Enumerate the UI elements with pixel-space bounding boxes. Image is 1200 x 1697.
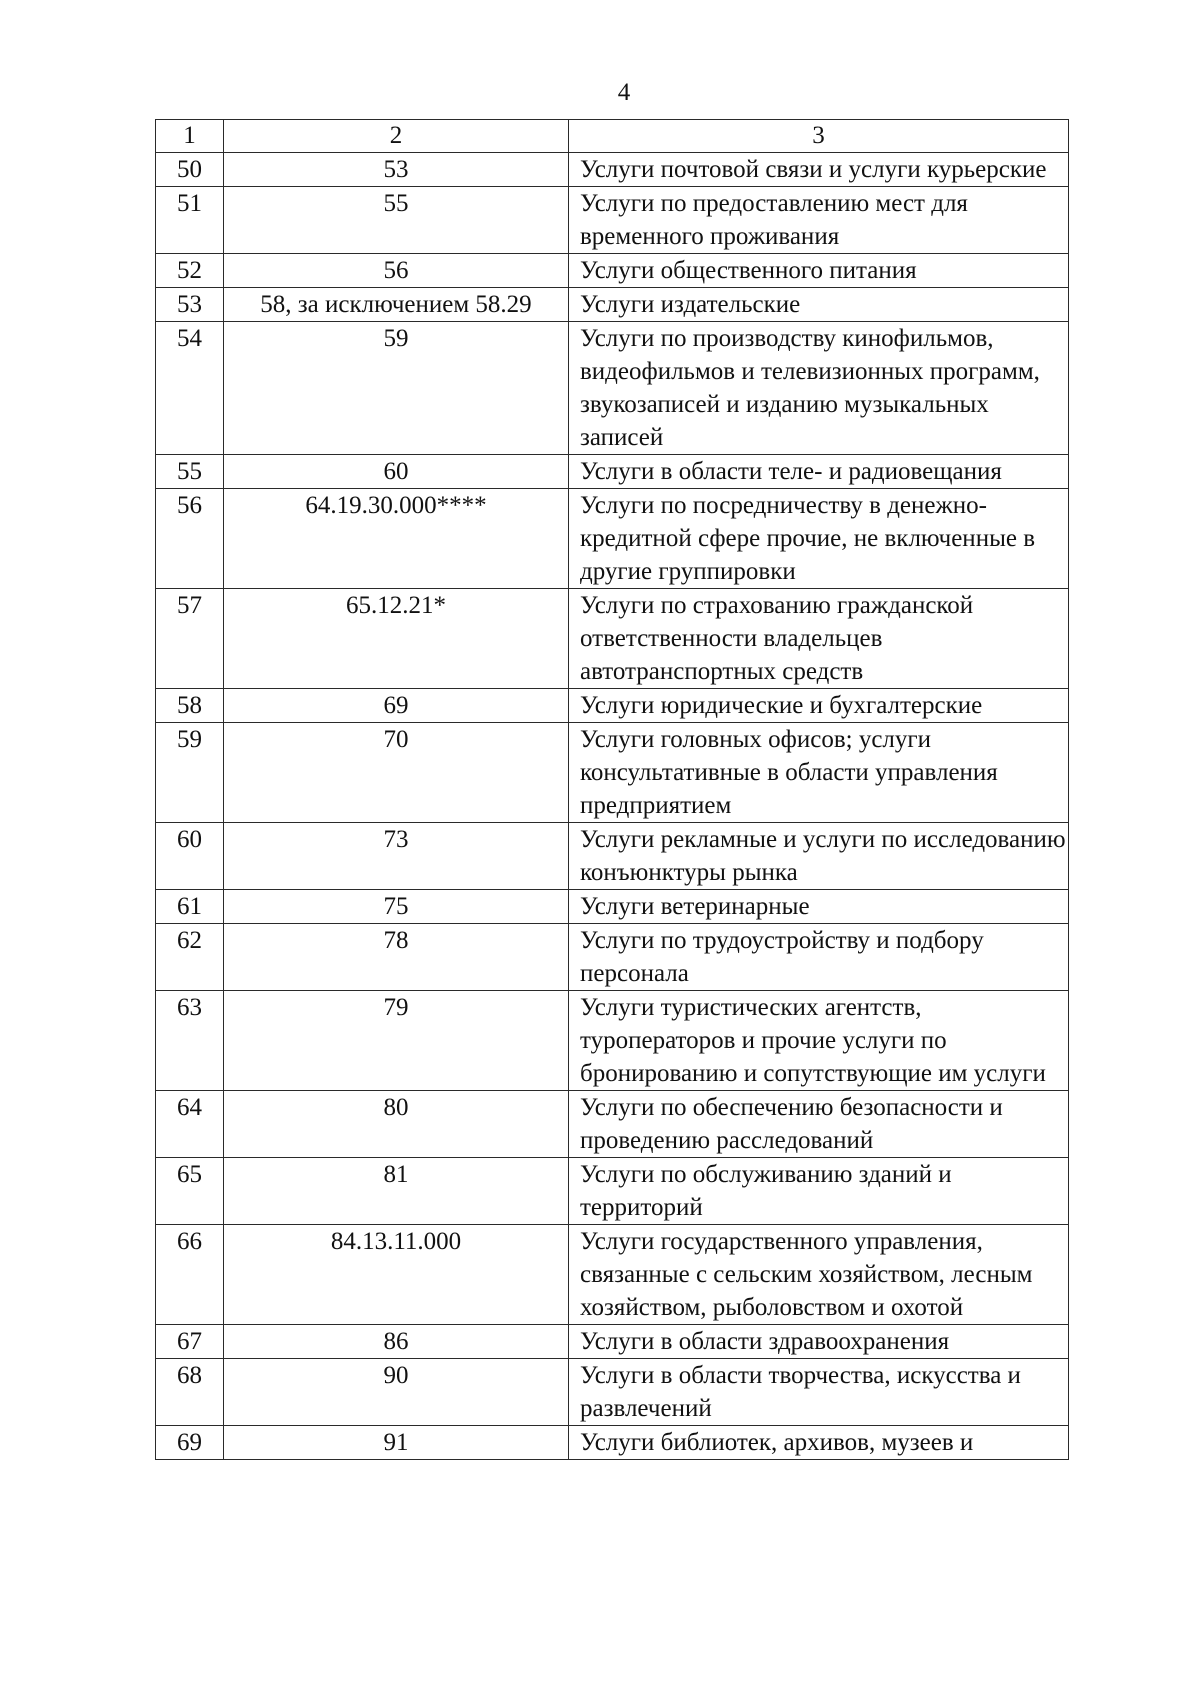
okpd-code-cell: 56 bbox=[224, 254, 569, 288]
row-number-cell: 60 bbox=[156, 823, 224, 890]
row-number-cell: 69 bbox=[156, 1426, 224, 1460]
okpd-code-cell: 58, за исключением 58.29 bbox=[224, 288, 569, 322]
okpd-code-cell: 78 bbox=[224, 924, 569, 991]
service-description-cell: Услуги по обеспечению безопасности и проведению расследований bbox=[569, 1091, 1069, 1158]
okpd-code-cell: 65.12.21* bbox=[224, 589, 569, 689]
okpd-code-cell: 70 bbox=[224, 723, 569, 823]
okpd-code-cell: 73 bbox=[224, 823, 569, 890]
service-description-cell: Услуги издательские bbox=[569, 288, 1069, 322]
table-row bbox=[156, 254, 1069, 288]
service-description-cell: Услуги по производству кинофильмов, видеофильмов и телевизионных программ, звукозаписей и изданию музыкальных записей bbox=[569, 322, 1069, 455]
service-description-cell: Услуги по предоставлению мест для временного проживания bbox=[569, 187, 1069, 254]
service-description-cell: Услуги по трудоустройству и подбору персонала bbox=[569, 924, 1069, 991]
okpd-code-cell: 55 bbox=[224, 187, 569, 254]
row-number-cell: 63 bbox=[156, 991, 224, 1091]
table-row bbox=[156, 924, 1069, 991]
service-description-cell: Услуги в области теле- и радиовещания bbox=[569, 455, 1069, 489]
column-header-1: 1 bbox=[156, 120, 224, 153]
table-row bbox=[156, 455, 1069, 489]
service-description-cell: Услуги головных офисов; услуги консультативные в области управления предприятием bbox=[569, 723, 1069, 823]
row-number-cell: 55 bbox=[156, 455, 224, 489]
okpd-code-cell: 64.19.30.000**** bbox=[224, 489, 569, 589]
row-number-cell: 68 bbox=[156, 1359, 224, 1426]
table-body bbox=[156, 153, 1069, 1460]
okpd-code-cell: 81 bbox=[224, 1158, 569, 1225]
row-number-cell: 53 bbox=[156, 288, 224, 322]
table-row bbox=[156, 1225, 1069, 1325]
table-row bbox=[156, 589, 1069, 689]
row-number-cell: 58 bbox=[156, 689, 224, 723]
okpd-code-cell: 79 bbox=[224, 991, 569, 1091]
row-number-cell: 52 bbox=[156, 254, 224, 288]
table-row bbox=[156, 890, 1069, 924]
service-description-cell: Услуги библиотек, архивов, музеев и bbox=[569, 1426, 1069, 1460]
service-description-cell: Услуги в области здравоохранения bbox=[569, 1325, 1069, 1359]
row-number-cell: 56 bbox=[156, 489, 224, 589]
row-number-cell: 64 bbox=[156, 1091, 224, 1158]
table-row bbox=[156, 1359, 1069, 1426]
row-number-cell: 54 bbox=[156, 322, 224, 455]
service-description-cell: Услуги по обслуживанию зданий и территорий bbox=[569, 1158, 1069, 1225]
service-description-cell: Услуги государственного управления, связанные с сельским хозяйством, лесным хозяйством, рыболовством и охотой bbox=[569, 1225, 1069, 1325]
okpd-code-cell: 53 bbox=[224, 153, 569, 187]
service-description-cell: Услуги юридические и бухгалтерские bbox=[569, 689, 1069, 723]
service-description-cell: Услуги почтовой связи и услуги курьерские bbox=[569, 153, 1069, 187]
row-number-cell: 62 bbox=[156, 924, 224, 991]
service-description-cell: Услуги по посредничеству в денежно-кредитной сфере прочие, не включенные в другие группировки bbox=[569, 489, 1069, 589]
table-row bbox=[156, 1158, 1069, 1225]
okpd-code-cell: 84.13.11.000 bbox=[224, 1225, 569, 1325]
page-number: 4 bbox=[617, 79, 631, 106]
service-description-cell: Услуги в области творчества, искусства и развлечений bbox=[569, 1359, 1069, 1426]
service-description-cell: Услуги ветеринарные bbox=[569, 890, 1069, 924]
table-row bbox=[156, 153, 1069, 187]
okpd-code-cell: 60 bbox=[224, 455, 569, 489]
row-number-cell: 65 bbox=[156, 1158, 224, 1225]
okpd-code-cell: 59 bbox=[224, 322, 569, 455]
okpd-code-cell: 80 bbox=[224, 1091, 569, 1158]
okpd-code-cell: 90 bbox=[224, 1359, 569, 1426]
column-header-3: 3 bbox=[569, 120, 1069, 153]
service-description-cell: Услуги туристических агентств, туроператоров и прочие услуги по бронированию и сопутствующие им услуги bbox=[569, 991, 1069, 1091]
table-row bbox=[156, 689, 1069, 723]
table-row bbox=[156, 288, 1069, 322]
row-number-cell: 57 bbox=[156, 589, 224, 689]
column-header-2: 2 bbox=[224, 120, 569, 153]
table-row bbox=[156, 991, 1069, 1091]
table-row bbox=[156, 1091, 1069, 1158]
table-row bbox=[156, 1325, 1069, 1359]
okpd-code-cell: 91 bbox=[224, 1426, 569, 1460]
table-row bbox=[156, 489, 1069, 589]
row-number-cell: 51 bbox=[156, 187, 224, 254]
table-row bbox=[156, 1426, 1069, 1460]
table-row bbox=[156, 823, 1069, 890]
service-description-cell: Услуги по страхованию гражданской ответственности владельцев автотранспортных средств bbox=[569, 589, 1069, 689]
okpd-code-cell: 69 bbox=[224, 689, 569, 723]
okpd-code-cell: 86 bbox=[224, 1325, 569, 1359]
services-table bbox=[155, 119, 1069, 1460]
service-description-cell: Услуги рекламные и услуги по исследованию конъюнктуры рынка bbox=[569, 823, 1069, 890]
okpd-code-cell: 75 bbox=[224, 890, 569, 924]
row-number-cell: 67 bbox=[156, 1325, 224, 1359]
table-row bbox=[156, 187, 1069, 254]
row-number-cell: 61 bbox=[156, 890, 224, 924]
row-number-cell: 66 bbox=[156, 1225, 224, 1325]
row-number-cell: 59 bbox=[156, 723, 224, 823]
table-row bbox=[156, 322, 1069, 455]
service-description-cell: Услуги общественного питания bbox=[569, 254, 1069, 288]
table-header-row bbox=[156, 120, 1069, 153]
row-number-cell: 50 bbox=[156, 153, 224, 187]
table-row bbox=[156, 723, 1069, 823]
